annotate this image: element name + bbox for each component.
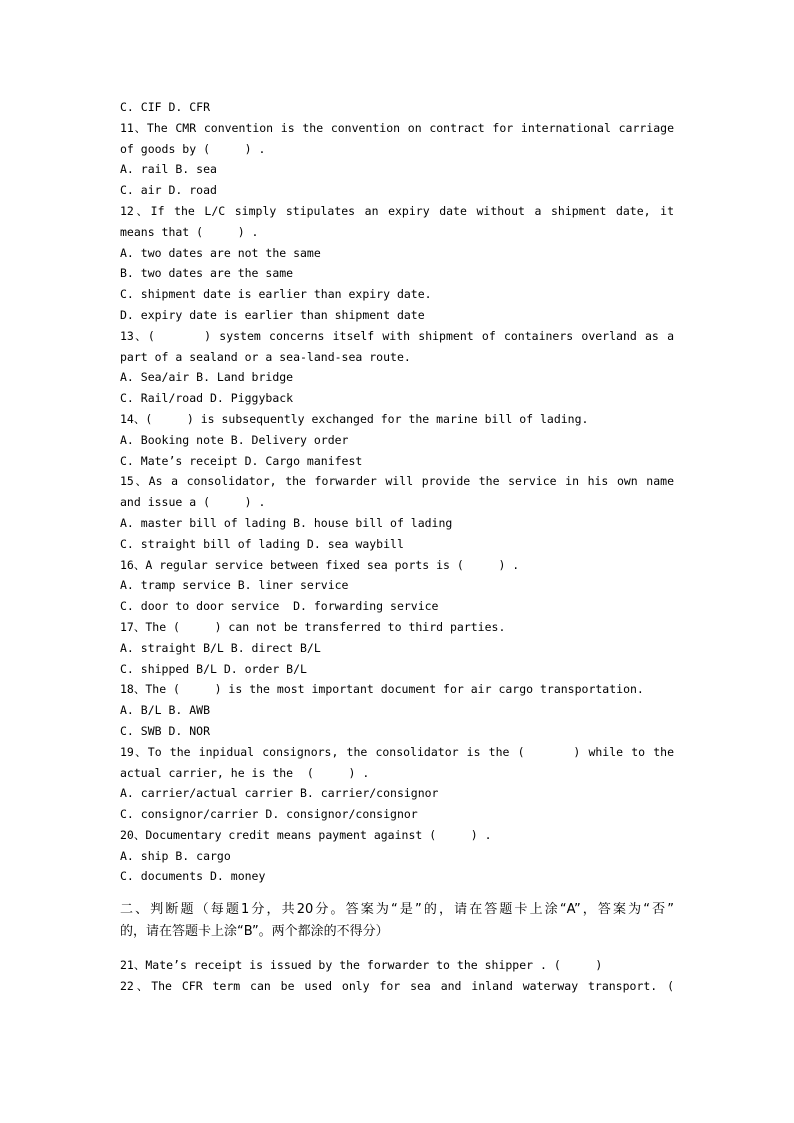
- question-13-text-cont: part of a sealand or a sea-land-sea route.: [120, 349, 411, 364]
- question-15-options-1: A. master bill of lading B. house bill of lading: [120, 515, 453, 530]
- question-19-text-cont: actual carrier, he is the ( ) .: [120, 765, 370, 780]
- question-14-options-2: C. Mate’s receipt D. Cargo manifest: [120, 453, 363, 468]
- question-19-text: 19、To the inpidual consignors, the consolidator is the ( ) while to the: [120, 744, 674, 759]
- question-16-options-2: C. door to door service D. forwarding service: [120, 599, 439, 614]
- question-18-options-2: C. SWB D. NOR: [120, 723, 211, 738]
- question-13-options-1: A. Sea/air B. Land bridge: [120, 370, 294, 385]
- question-18-options-1: A. B/L B. AWB: [120, 703, 211, 718]
- section-2-heading: [120, 899, 674, 943]
- question-12-option-c: C. shipment date is earlier than expiry date.: [120, 287, 432, 302]
- question-14-options-1: A. Booking note B. Delivery order: [120, 432, 349, 447]
- question-15-text-cont: and issue a ( ) .: [120, 495, 266, 510]
- question-20-options-1: A. ship B. cargo: [120, 848, 231, 863]
- question-14-text: 14、( ) is subsequently exchanged for the marine bill of lading.: [120, 411, 589, 426]
- question-16-text: 16、A regular service between fixed sea ports is ( ) .: [120, 557, 520, 572]
- option-line: C. CIF D. CFR: [120, 100, 211, 114]
- question-12-option-a: A. two dates are not the same: [120, 245, 321, 260]
- question-11-options-2: C. air D. road: [120, 183, 217, 198]
- question-17-options-1: A. straight B/L B. direct B/L: [120, 640, 321, 655]
- question-12-option-d: D. expiry date is earlier than shipment date: [120, 307, 425, 322]
- question-18-text: 18、The ( ) is the most important document for air cargo transportation.: [120, 682, 644, 697]
- section-2-heading-line-2: 的，请在答题卡上涂“B”。两个都涂的不得分）: [120, 924, 389, 940]
- question-12-text-cont: means that ( ) .: [120, 224, 259, 239]
- question-15-options-2: C. straight bill of lading D. sea waybill: [120, 536, 404, 551]
- question-19-options-2: C. consignor/carrier D. consignor/consignor: [120, 807, 418, 822]
- question-list: [120, 97, 674, 997]
- question-12-option-b: B. two dates are the same: [120, 266, 294, 281]
- question-11-text-cont: of goods by ( ) .: [120, 141, 266, 156]
- question-20-text: 20、Documentary credit means payment against ( ) .: [120, 827, 492, 842]
- question-11-options-1: A. rail B. sea: [120, 162, 217, 177]
- question-11-text: 11、The CMR convention is the convention on contract for international carriage: [120, 120, 674, 135]
- question-13-options-2: C. Rail/road D. Piggyback: [120, 391, 294, 406]
- question-17-options-2: C. shipped B/L D. order B/L: [120, 661, 307, 676]
- question-15-text: 15、As a consolidator, the forwarder will provide the service in his own name: [120, 474, 674, 489]
- question-13-text: 13、( ) system concerns itself with shipment of containers overland as a: [120, 328, 674, 343]
- question-16-options-1: A. tramp service B. liner service: [120, 578, 349, 593]
- question-19-options-1: A. carrier/actual carrier B. carrier/consignor: [120, 786, 439, 801]
- section-2-heading-line-1: 二、判断题（每题1分，共20分。答案为“是”的，请在答题卡上涂“A”，答案为“否”: [120, 902, 674, 918]
- question-12-text: 12、If the L/C simply stipulates an expiry date without a shipment date, it: [120, 203, 674, 218]
- question-21-text: 21、Mate’s receipt is issued by the forwarder to the shipper . ( ): [120, 958, 603, 973]
- question-20-options-2: C. documents D. money: [120, 869, 266, 884]
- question-17-text: 17、The ( ) can not be transferred to third parties.: [120, 619, 506, 634]
- question-22-text: 22、The CFR term can be used only for sea and inland waterway transport. (: [120, 979, 674, 994]
